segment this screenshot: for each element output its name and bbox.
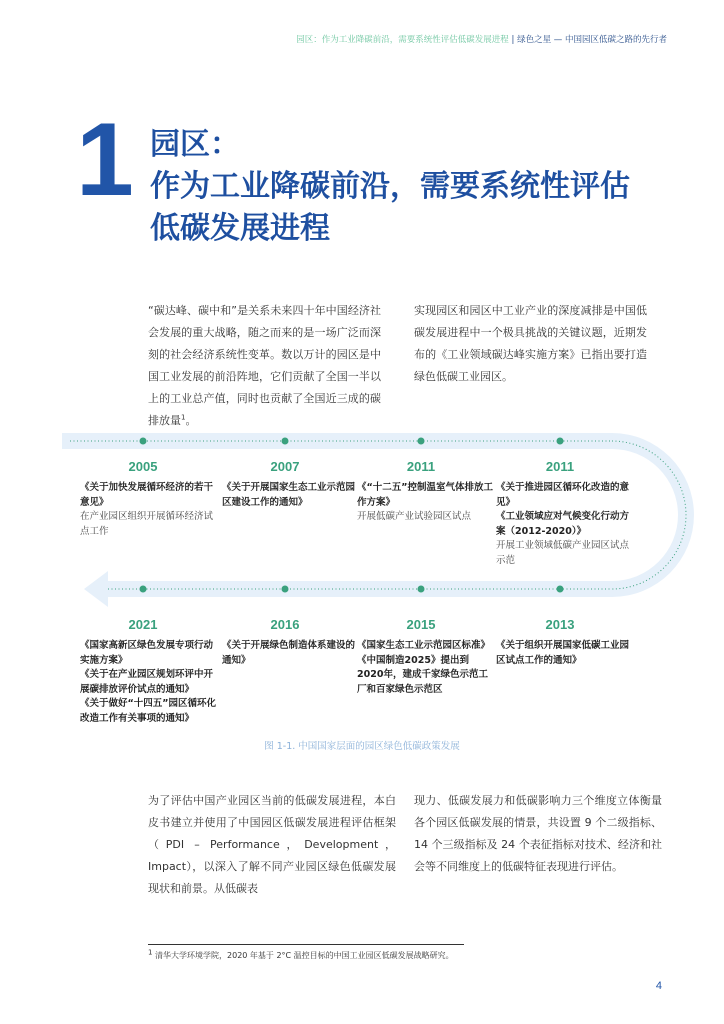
chapter-number: 1: [76, 102, 134, 218]
timeline-entry-2011b: [496, 481, 634, 568]
intro-left-text: “碳达峰、碳中和”是关系未来四十年中国经济社会发展的重大战略，随之而来的是一场广泛而深刻的社会经济系统性变革。数以万计的园区是中国工业发展的前沿阵地，它们贡献了全国一半以上的工业总产值，同时也贡献了全国近三成的碳排放量: [148, 304, 381, 427]
timeline-policy: 《关于推进园区循环化改造的意见》: [496, 482, 630, 508]
timeline-policy: 《国家高新区绿色发展专项行动实施方案》: [80, 640, 214, 666]
running-header-section: 园区：作为工业降碳前沿，需要系统性评估低碳发展进程: [296, 35, 509, 45]
timeline-entry-2015: [357, 639, 495, 697]
timeline-year-2011a: 2011: [406, 459, 436, 474]
timeline-dot-2015: [418, 586, 425, 593]
intro-paragraph-left: [148, 300, 381, 432]
timeline-entry-2016: [222, 639, 360, 668]
footnote-text: 清华大学环境学院，2020 年基于 2°C 温控目标的中国工业园区低碳发展战略研究。: [155, 951, 454, 960]
timeline-policy: 《“十二五”控制温室气体排放工作方案》: [357, 482, 493, 508]
chapter-title: [150, 124, 630, 250]
running-header: [296, 33, 667, 45]
timeline-year-2013: 2013: [545, 617, 575, 632]
timeline-year-2021: 2021: [128, 617, 158, 632]
page-number: 4: [655, 980, 662, 992]
chapter-title-line-1: 园区：: [150, 127, 240, 162]
timeline-policy: 《关于开展国家生态工业示范园区建设工作的通知》: [222, 482, 356, 508]
timeline-year-2015: 2015: [406, 617, 436, 632]
timeline-dot-2007: [282, 438, 289, 445]
timeline-dot-2011b: [557, 438, 564, 445]
footnote: [148, 950, 454, 961]
timeline-year-2007: 2007: [270, 459, 300, 474]
timeline-entry-2021: [80, 639, 218, 726]
intro-paragraph-right: 实现园区和园区中工业产业的深度减排是中国低碳发展进程中一个极具挑战的关键议题，近期发布的《工业领域碳达峰实施方案》已指出要打造绿色低碳工业园区。: [414, 304, 647, 383]
timeline-desc: 在产业园区组织开展循环经济试点工作: [80, 511, 214, 537]
timeline-year-2005: 2005: [128, 459, 158, 474]
figure-caption: 图 1-1. 中国国家层面的园区绿色低碳政策发展: [264, 741, 460, 752]
footnote-ref[interactable]: 1: [181, 413, 186, 422]
timeline-policy: 《关于做好“十四五”园区循环化改造工作有关事项的通知》: [80, 698, 216, 724]
chapter-title-line-2: 作为工业降碳前沿，需要系统性评估: [150, 169, 630, 204]
footnote-marker: 1: [148, 948, 153, 957]
footnote-divider: [148, 944, 464, 945]
timeline-policy: 《关于加快发展循环经济的若干意见》: [80, 482, 214, 508]
timeline-entry-2011a: [357, 481, 495, 525]
body-paragraph-left: 为了评估中国产业园区当前的低碳发展进程，本白皮书建立并使用了中国园区低碳发展进程评估框架（PDI – Performance，Development，Impact），以深入了解不同产业园区绿色低碳发展现状和前景。从低碳表: [148, 794, 396, 895]
intro-left-end: 。: [185, 414, 197, 427]
timeline-dot-2011a: [418, 438, 425, 445]
timeline-desc: 开展低碳产业试验园区试点: [357, 511, 472, 522]
timeline-desc: 开展工业领域低碳产业园区试点示范: [496, 540, 630, 566]
timeline-policy: 《工业领域应对气候变化行动方案（2012-2020）》: [496, 511, 630, 537]
timeline-dot-2016: [282, 586, 289, 593]
timeline-policy: 《关于开展绿色制造体系建设的通知》: [222, 640, 356, 666]
running-header-separator: |: [508, 35, 518, 45]
timeline-dot-2005: [140, 438, 147, 445]
body-paragraph-right: 现力、低碳发展力和低碳影响力三个维度立体衡量各个园区低碳发展的情景，共设置 9 个二级指标、14 个三级指标及 24 个表征指标对技术、经济和社会等不同维度上的低碳特征表现进行评估。: [414, 794, 662, 873]
timeline-year-2016: 2016: [270, 617, 300, 632]
timeline-policy: 《关于在产业园区规划环评中开展碳排放评价试点的通知》: [80, 669, 214, 695]
running-header-report: 绿色之星 — 中国园区低碳之路的先行者: [517, 35, 667, 45]
timeline-year-2011b: 2011: [545, 459, 575, 474]
timeline-dot-2013: [557, 586, 564, 593]
chapter-title-line-3: 低碳发展进程: [150, 211, 330, 246]
timeline-entry-2013: [496, 639, 634, 668]
timeline-entry-2005: [80, 481, 218, 539]
timeline-policy: 《国家生态工业示范园区标准》: [357, 640, 491, 651]
timeline-policy: 《中国制造2025》提出到2020年，建成千家绿色示范工厂和百家绿色示范区: [357, 654, 488, 695]
timeline-entry-2007: [222, 481, 360, 510]
timeline-dot-2021: [140, 586, 147, 593]
timeline-policy: 《关于组织开展国家低碳工业园区试点工作的通知》: [496, 640, 630, 666]
